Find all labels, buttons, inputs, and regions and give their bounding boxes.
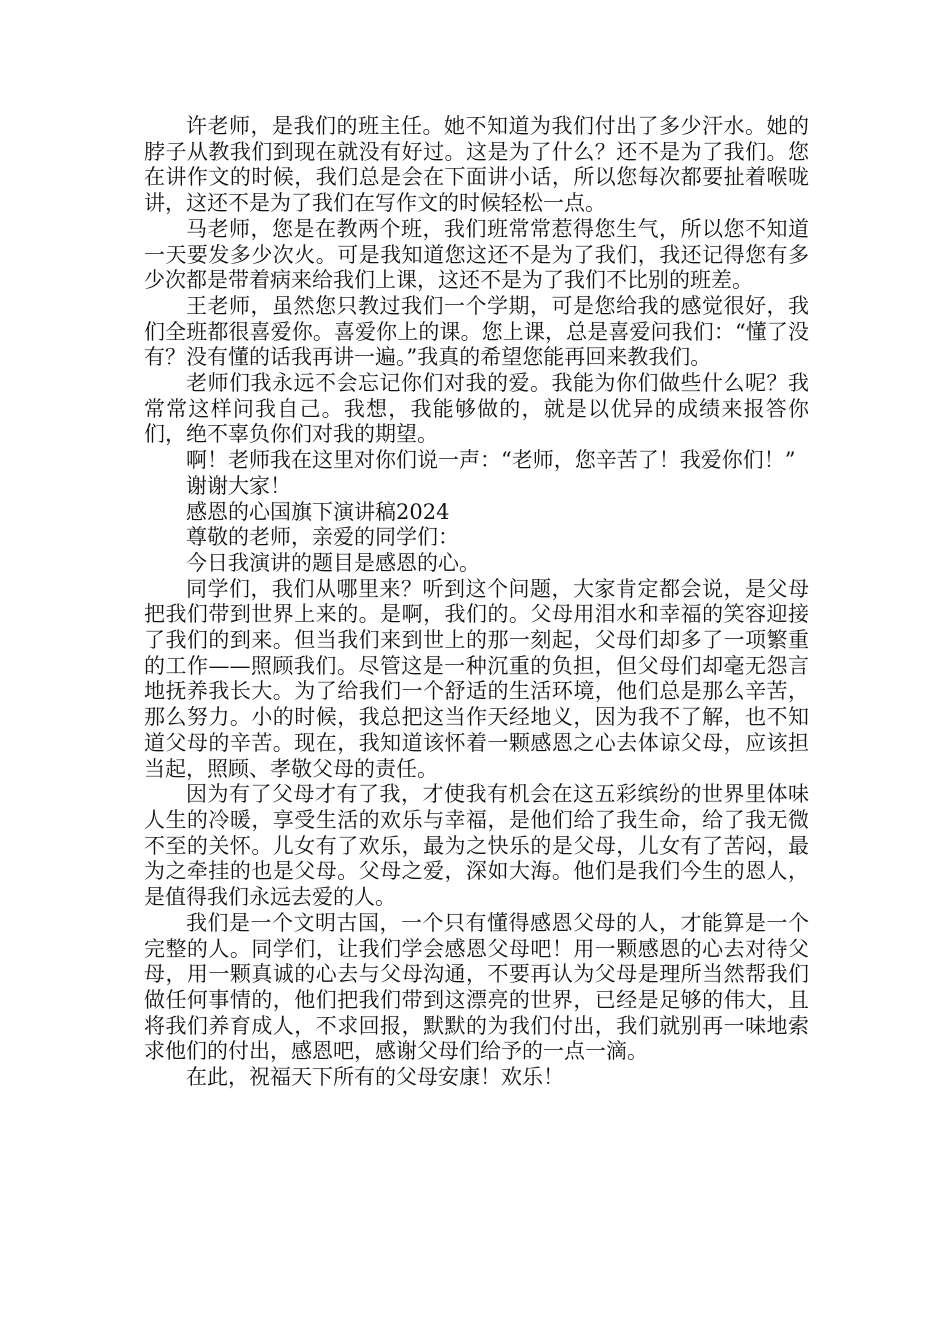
paragraph-civilized-country: 我们是一个文明古国，一个只有懂得感恩父母的人，才能算是一个完整的人。同学们，让我们学会感恩父母吧！用一颗感恩的心去对待父母，用一颗真诚的心去与父母沟通，不要再认为父母是理所当然帮我们做任何事情的，他们把我们带到这漂亮的世界，已经是足够的伟大，且将我们养育成人，不求回报，默默的为我们付出，我们就别再一味地索求他们的付出，感恩吧，感谢父母们给予的一点一滴。 (144, 910, 809, 1064)
paragraph-topic: 今日我演讲的题目是感恩的心。 (186, 550, 480, 575)
paragraph-where-from: 同学们，我们从哪里来？听到这个问题，大家肯定都会说，是父母把我们带到世界上来的。是啊，我们的。父母用泪水和幸福的笑容迎接了我们的到来。但当我们来到世上的那一刻起，父母们却多了一项繁重的工作——照顾我们。尽管这是一种沉重的负担，但父母们却毫无怨言地抚养我长大。为了给我们一个舒适的生活环境，他们总是那么辛苦，那么努力。小的时候，我总把这当作天经地义，因为我不了解，也不知道父母的辛苦。现在，我知道该怀着一颗感恩之心去体谅父母，应该担当起，照顾、孝敬父母的责任。 (144, 576, 809, 781)
paragraph-wang-teacher: 王老师，虽然您只教过我们一个学期，可是您给我的感觉很好，我们全班都很喜爱你。喜爱你上的课。您上课，总是喜爱问我们：“懂了没有？没有懂的话我再讲一遍。”我真的希望您能再回来教我们。 (144, 293, 809, 370)
salutation: 尊敬的老师，亲爱的同学们： (186, 525, 459, 550)
section-title: 感恩的心国旗下演讲稿2024 (186, 499, 450, 524)
paragraph-never-forget: 老师们我永远不会忘记你们对我的爱。我能为你们做些什么呢？我常常这样问我自己。我想，我能够做的，就是以优异的成绩来报答你们，绝不辜负你们对我的期望。 (144, 371, 809, 447)
paragraph-xu-teacher: 许老师，是我们的班主任。她不知道为我们付出了多少汗水。她的脖子从教我们到现在就没有好过。这是为了什么？还不是为了我们。您在讲作文的时候，我们总是会在下面讲小话，所以您每次都要扯着喉咙讲，这还不是为了我们在写作文的时候轻松一点。 (144, 114, 809, 216)
paragraph-thanks-teachers: 啊！老师我在这里对你们说一声：“老师，您辛苦了！我爱你们！” (186, 448, 796, 473)
paragraph-blessing: 在此，祝福天下所有的父母安康！欢乐！ (186, 1065, 564, 1090)
document-page (144, 114, 809, 1091)
paragraph-ma-teacher: 马老师，您是在教两个班，我们班常常惹得您生气，所以您不知道一天要发多少次火。可是我知道您这还不是为了我们，我还记得您有多少次都是带着病来给我们上课，这还不是为了我们不比别的班差。 (144, 216, 809, 293)
paragraph-because-parents: 因为有了父母才有了我，才使我有机会在这五彩缤纷的世界里体味人生的冷暖，享受生活的欢乐与幸福，是他们给了我生命，给了我无微不至的关怀。儿女有了欢乐，最为之快乐的是父母，儿女有了苦闷，最为之牵挂的也是父母。父母之爱，深如大海。他们是我们今生的恩人，是值得我们永远去爱的人。 (144, 782, 809, 910)
paragraph-thank-you-all: 谢谢大家！ (186, 473, 291, 498)
